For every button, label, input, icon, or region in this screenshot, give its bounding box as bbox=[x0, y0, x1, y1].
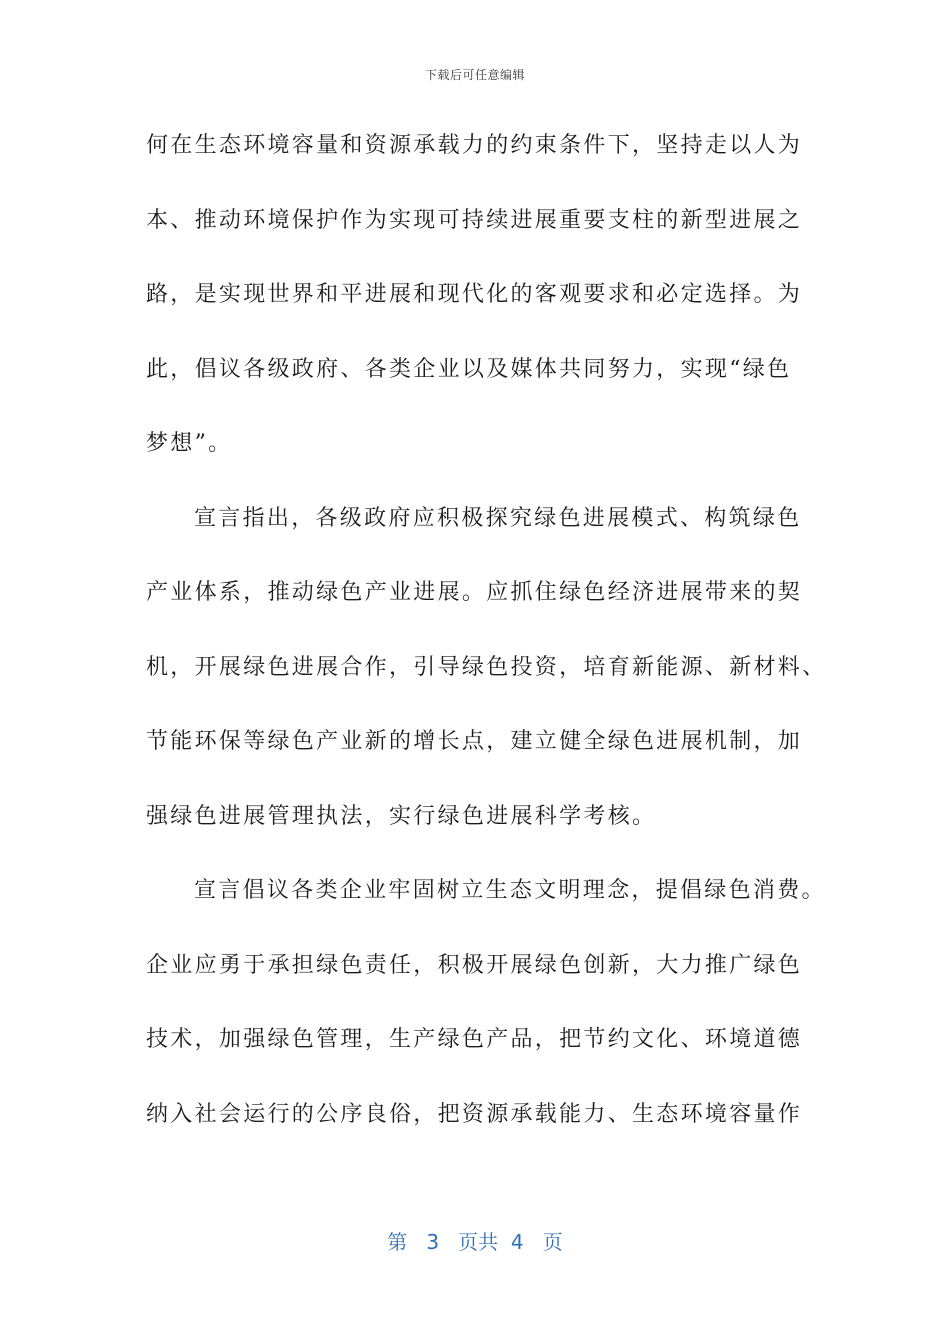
page-prefix: 第 bbox=[387, 1230, 408, 1254]
body-line: 路，是实现世界和平进展和现代化的客观要求和必定选择。为 bbox=[146, 282, 803, 307]
paragraph-first-line: 宣言指出，各级政府应积极探究绿色进展模式、构筑绿色 bbox=[194, 505, 802, 531]
page-middle: 页共 bbox=[458, 1230, 499, 1254]
body-line: 何在生态环境容量和资源承载力的约束条件下，坚持走以人为 bbox=[146, 133, 803, 158]
body-line: 此，倡议各级政府、各类企业以及媒体共同努力，实现“绿色 bbox=[146, 356, 792, 382]
document-body bbox=[146, 128, 826, 1171]
body-line: 企业应勇于承担绿色责任，积极开展绿色创新，大力推广绿色 bbox=[146, 952, 803, 978]
page-suffix: 页 bbox=[542, 1230, 563, 1254]
current-page-number: 3 bbox=[426, 1230, 440, 1254]
body-line: 技术，加强绿色管理，生产绿色产品，把节约文化、环境道德 bbox=[146, 1027, 803, 1052]
body-line: 节能环保等绿色产业新的增长点，建立健全绿色进展机制，加 bbox=[146, 729, 803, 754]
body-line: 产业体系，推动绿色产业进展。应抓住绿色经济进展带来的契 bbox=[146, 580, 803, 605]
body-line: 纳入社会运行的公序良俗，把资源承载能力、生态环境容量作 bbox=[146, 1101, 803, 1127]
paragraph-first-line: 宣言倡议各类企业牢固树立生态文明理念，提倡绿色消费。 bbox=[194, 878, 826, 903]
total-pages-number: 4 bbox=[510, 1230, 524, 1254]
body-line: 本、推动环境保护作为实现可持续进展重要支柱的新型进展之 bbox=[146, 207, 803, 233]
body-line: 机，开展绿色进展合作，引导绿色投资，培育新能源、新材料、 bbox=[146, 654, 827, 680]
page-footer bbox=[0, 1226, 950, 1255]
page-header-note: 下载后可任意编辑 bbox=[424, 68, 525, 82]
body-line: 强绿色进展管理执法，实行绿色进展科学考核。 bbox=[146, 803, 657, 829]
body-line: 梦想”。 bbox=[146, 431, 233, 456]
